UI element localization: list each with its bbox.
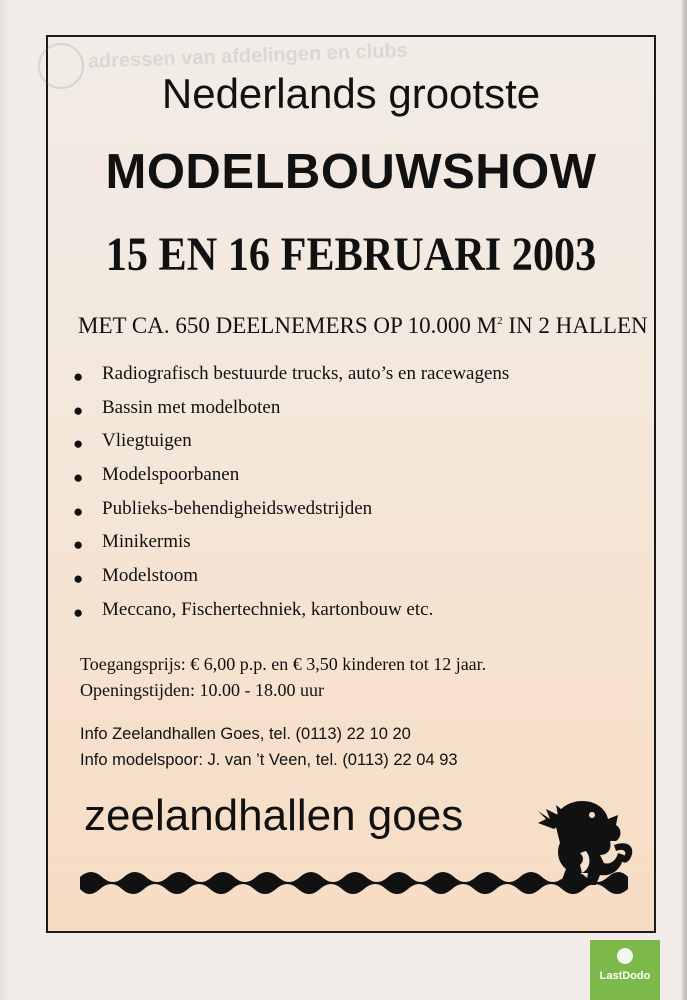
participants-main: MET CA. 650 DEELNEMERS OP 10.000 M xyxy=(78,313,498,338)
bullet-icon: ● xyxy=(73,367,84,386)
venue-brand: zeelandhallen goes xyxy=(84,791,464,840)
show-title: MODELBOUWSHOW xyxy=(105,145,597,199)
feature-label: Modelspoorbanen xyxy=(102,464,240,486)
participants-superscript: 2 xyxy=(497,315,503,327)
feature-label: Radiografisch bestuurde trucks, auto’s en racewagens xyxy=(102,363,510,384)
bullet-icon: ● xyxy=(73,468,84,488)
bullet-icon: ● xyxy=(73,569,84,589)
feature-label: Vliegtuigen xyxy=(102,430,192,452)
admission-block xyxy=(80,651,486,703)
info-venue: Info Zeelandhallen Goes, tel. (0113) 22 10 20 xyxy=(80,725,411,743)
poster xyxy=(46,35,656,933)
intro-heading: Nederlands grootste xyxy=(161,70,541,117)
contact-block xyxy=(80,721,458,773)
feature-item xyxy=(72,599,509,633)
page-edge-right xyxy=(681,0,687,1000)
feature-item xyxy=(72,565,509,599)
opening-hours: Openingstijden: 10.00 - 18.00 uur xyxy=(80,680,324,700)
bullet-icon: ● xyxy=(73,501,84,521)
feature-label: Bassin met modelboten xyxy=(102,396,281,418)
sticker-dot xyxy=(617,948,633,964)
event-dates: 15 EN 16 FEBRUARI 2003 xyxy=(105,228,597,281)
feature-item xyxy=(72,498,509,532)
participants-line xyxy=(78,313,648,339)
feature-label: Meccano, Fischertechniek, kartonbouw etc. xyxy=(102,598,434,620)
feature-label: Publieks-behendigheidswedstrijden xyxy=(102,497,373,519)
feature-item xyxy=(72,430,509,464)
feature-label: Minikermis xyxy=(102,531,191,553)
bullet-icon: ● xyxy=(73,400,84,420)
show-through-text: adressen van afdelingen en clubs xyxy=(87,39,409,73)
feature-list xyxy=(72,363,509,633)
feature-item xyxy=(72,464,509,498)
page-edge-left xyxy=(0,0,10,1000)
participants-end: IN 2 HALLEN xyxy=(502,313,648,338)
info-modelspoor: Info modelspoor: J. van ’t Veen, tel. (0113) 22 04 93 xyxy=(80,751,458,769)
sticker-label: LastDodo xyxy=(599,970,651,982)
feature-item xyxy=(72,363,509,397)
bullet-icon: ● xyxy=(73,535,84,555)
wave-band-icon xyxy=(80,865,628,899)
feature-label: Modelstoom xyxy=(102,565,199,587)
price-line: Toegangsprijs: € 6,00 p.p. en € 3,50 kinderen tot 12 jaar. xyxy=(80,654,487,674)
bullet-icon: ● xyxy=(73,602,84,622)
feature-item xyxy=(72,531,509,565)
bullet-icon: ● xyxy=(73,434,84,454)
feature-item xyxy=(72,397,509,431)
lastdodo-sticker-icon xyxy=(590,940,660,1000)
